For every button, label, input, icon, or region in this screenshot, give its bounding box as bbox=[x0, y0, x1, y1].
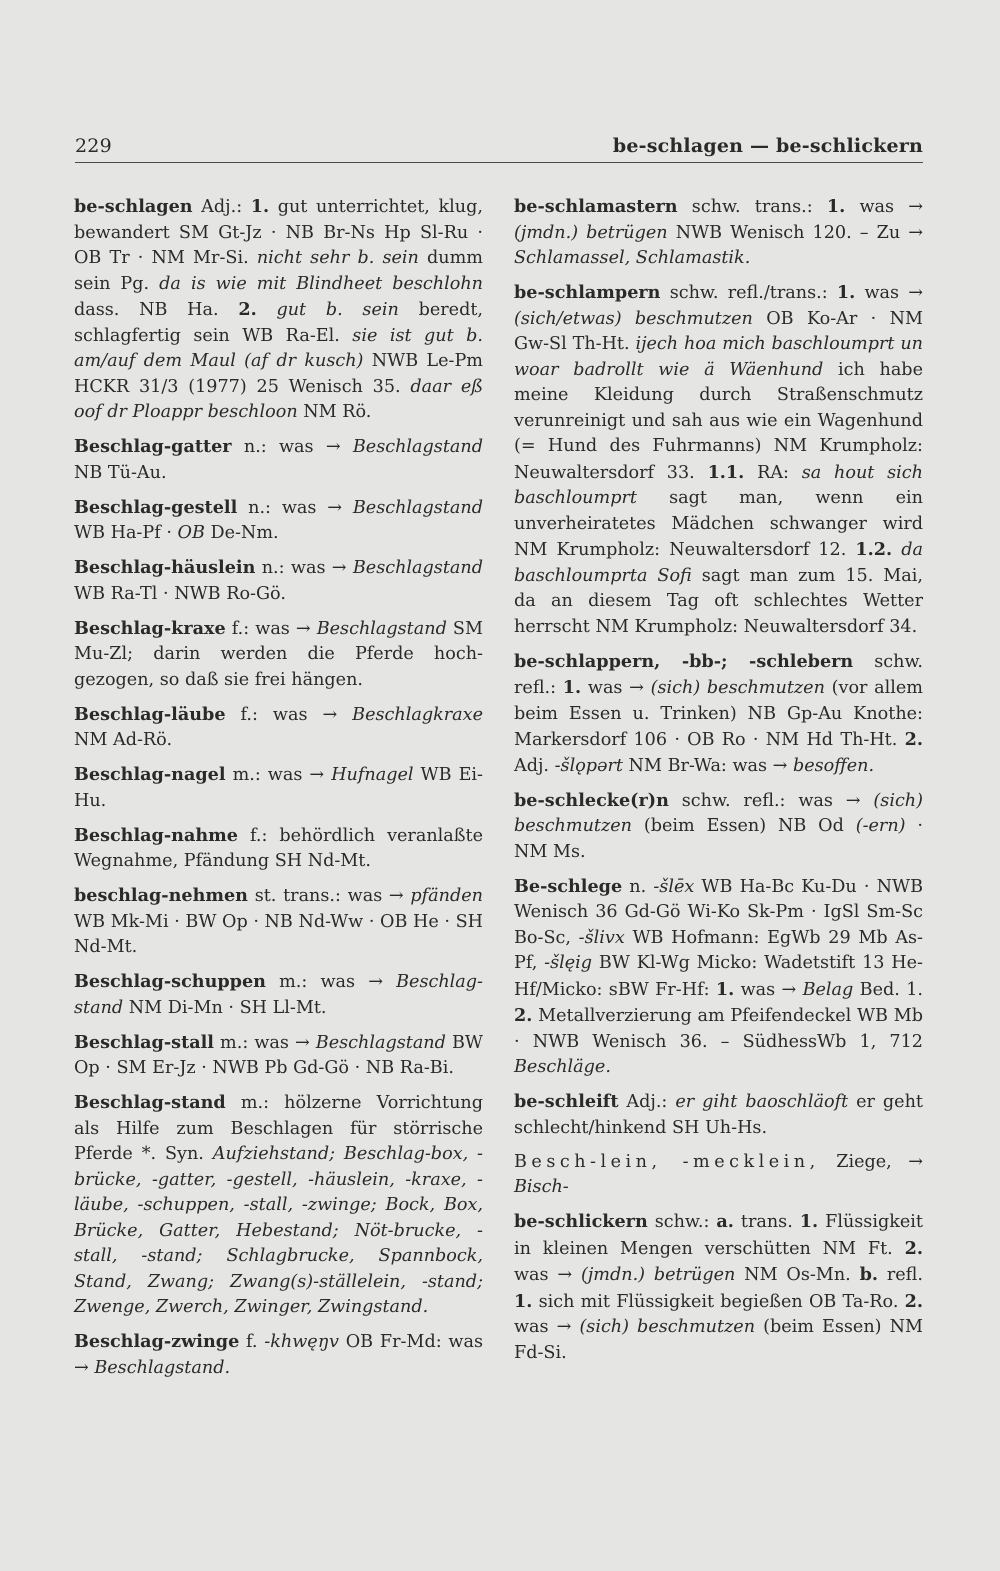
entry-bold-text: 1.2. bbox=[855, 539, 893, 560]
entry-text: Metallverzierung am Pfeifendeckel WB Mb · NWB Wenisch 36. – SüdhessWb 1, 712 bbox=[514, 1006, 923, 1052]
entry-bold-text: 1. bbox=[715, 978, 735, 1000]
entry-italic-text: er giht baoschläoft bbox=[675, 1092, 849, 1112]
entry-text: was → bbox=[845, 197, 923, 217]
entry-text: Bed. 1. bbox=[853, 979, 923, 1000]
entry-text: WB Hofmann: EgWb 29 Mb As-Pf, bbox=[514, 927, 923, 973]
dictionary-entry bbox=[74, 1329, 483, 1381]
entry-italic-text: Beschlagstand bbox=[352, 558, 483, 578]
entry-bold-text: 1. bbox=[562, 677, 582, 698]
headword: be-schlamastern bbox=[514, 196, 678, 217]
entry-italic-text: (jmdn.) betrügen bbox=[580, 1265, 736, 1285]
entry-text: dumm sein Pg. bbox=[74, 248, 483, 294]
entry-italic-text: (sich) beschmutzen bbox=[650, 678, 825, 698]
headword: be-schlappern, -bb-; -schlebern bbox=[514, 650, 854, 672]
entry-italic-text: (sich) beschmutzen bbox=[579, 1317, 756, 1337]
entry-text: was → bbox=[514, 1317, 580, 1337]
dictionary-entry bbox=[74, 883, 483, 961]
entry-italic-text: Belag bbox=[802, 979, 854, 1000]
entry-italic-text: da baschloumprta Sofi bbox=[514, 540, 923, 586]
entry-text: was → bbox=[734, 979, 803, 1000]
entry-text: m.: was → bbox=[213, 1032, 316, 1053]
entry-italic-text: (-ern) bbox=[855, 816, 906, 836]
entry-bold-text: 2. bbox=[904, 1237, 923, 1259]
entry-text: m.: hölzerne Vorrichtung als Hilfe zum Beschlagen für störrische Pferde *. Syn. bbox=[74, 1093, 483, 1164]
entry-text: schw. refl.: bbox=[514, 651, 924, 698]
entry-italic-text: ijech hoa mich baschloumprt un woar badrollt wie ä Wäenhund bbox=[514, 334, 923, 380]
entry-text: f. bbox=[239, 1332, 265, 1352]
entry-bold-text: 1. bbox=[799, 1211, 819, 1232]
entry-text: f.: behördlich veranlaßte Wegnahme, Pfändung SH Nd-Mt. bbox=[74, 825, 483, 871]
entry-bold-text: 2. bbox=[514, 1005, 533, 1026]
entry-text: OB Ko-Ar · NM Gw-Sl Th-Ht. bbox=[514, 308, 923, 354]
entry-text: SM Mu-Zl; darin werden die Pferde hochgezogen, so daß sie frei hängen. bbox=[74, 618, 483, 690]
headword: Beschlag-kraxe bbox=[74, 617, 226, 639]
entry-text: Ziege, → bbox=[819, 1151, 923, 1172]
entry-text: (beim Essen) NM Fd-Si. bbox=[514, 1317, 923, 1363]
right-column bbox=[514, 194, 923, 1375]
entry-text: NWB Wenisch 120. – Zu → bbox=[667, 222, 923, 243]
entry-text: sagt man, wenn ein unverheiratetes Mädchen schwanger wird NM Krumpholz: Neuwaltersdorf 12. bbox=[514, 488, 923, 560]
entry-text: ich habe meine Kleidung durch Straßenschmutz verunreinigt und sah aus wie ein Wagenhund (= Hund des Fuhrmanns) NM Krumpholz: Neuwaltersdorf 33. bbox=[514, 359, 923, 483]
entry-text: Adj. bbox=[514, 755, 555, 776]
entry-italic-text: Schlamassel, Schlamastik. bbox=[514, 248, 751, 268]
entry-text: dass. NB Ha. bbox=[74, 300, 239, 320]
entry-italic-text: Beschläge. bbox=[514, 1057, 611, 1077]
entry-italic-text: Beschlagstand bbox=[315, 1032, 446, 1053]
entry-text: gut unterrichtet, klug, bewandert SM Gt-Jz · NB Br-Ns Hp Sl-Ru · OB Tr · NM Mr-Si. bbox=[74, 197, 483, 268]
running-head: be-schlagen — be-schlickern bbox=[612, 135, 923, 157]
entry-italic-text: gut b. sein bbox=[276, 300, 399, 320]
entry-text: was → bbox=[855, 283, 924, 303]
dictionary-entry bbox=[74, 969, 483, 1021]
entry-text: NM Ad-Rö. bbox=[74, 730, 173, 750]
entry-text: NM Di-Mn · SH Ll-Mt. bbox=[123, 997, 327, 1018]
entry-text: Adj.: bbox=[618, 1092, 676, 1112]
entry-bold-text: 1.1. bbox=[707, 461, 745, 483]
entry-text: RA: bbox=[744, 462, 802, 483]
entry-italic-text: besoffen. bbox=[792, 755, 875, 776]
headword: be-schlampern bbox=[514, 282, 661, 303]
entry-text: WB Ra-Tl · NWB Ro-Gö. bbox=[74, 583, 286, 604]
headword: Beschlag-gatter bbox=[74, 436, 232, 457]
entry-text: OB Fr-Md: was → bbox=[74, 1332, 483, 1378]
entry-text: n. bbox=[622, 876, 654, 897]
entry-text: NM Br-Wa: was → bbox=[622, 755, 793, 776]
entry-italic-text: Hufnagel bbox=[331, 765, 414, 785]
entry-italic-text: Beschlagstand bbox=[74, 972, 483, 1018]
entry-text: refl. bbox=[878, 1265, 923, 1285]
headword: Beschlag-schuppen bbox=[74, 971, 266, 992]
entry-bold-text: 2. bbox=[904, 1290, 923, 1312]
entry-italic-text: sie ist gut b. am/auf dem Maul (af dr kusch) bbox=[74, 325, 483, 371]
entry-bold-text: b. bbox=[859, 1264, 879, 1285]
entry-text: m.: was → bbox=[225, 765, 332, 785]
headword: Beschlag-läube bbox=[74, 703, 226, 725]
entry-text: Adj.: bbox=[192, 197, 251, 217]
entry-text: n.: was → bbox=[237, 497, 353, 518]
entry-text bbox=[892, 540, 901, 560]
entry-italic-text: -šlēx bbox=[653, 876, 695, 897]
entry-italic-text: Beschlagstand. bbox=[94, 1357, 231, 1378]
dictionary-entry bbox=[514, 280, 923, 640]
dictionary-entry bbox=[74, 1030, 483, 1082]
headword: Be-schlege bbox=[514, 875, 623, 897]
entry-italic-text: (jmdn.) betrügen bbox=[514, 222, 668, 243]
entry-italic-text: nicht sehr b. sein bbox=[256, 248, 419, 268]
entry-italic-text: Beschlagstand bbox=[316, 618, 447, 639]
entry-text: was → bbox=[581, 678, 651, 698]
headword: be-schlecke(r)n bbox=[514, 789, 669, 811]
headword: Beschlag-häuslein bbox=[74, 557, 256, 578]
entry-text: Flüssigkeit in kleinen Mengen verschütten NM Ft. bbox=[514, 1212, 923, 1259]
headword: be-schleift bbox=[514, 1091, 619, 1112]
entry-text: BW Kl-Wg Micko: Wadetstift 13 He-Hf/Micko: sBW Fr-Hf: bbox=[514, 953, 923, 1000]
entry-text: NB Tü-Au. bbox=[74, 462, 167, 483]
headword: be-schlagen bbox=[74, 196, 193, 217]
left-column bbox=[74, 194, 483, 1390]
entry-text: was → bbox=[514, 1265, 581, 1285]
headword: Beschlag-zwinge bbox=[74, 1331, 240, 1352]
entry-italic-text: -šlęig bbox=[544, 953, 593, 973]
entry-text: WB Mk-Mi · BW Op · NB Nd-Ww · OB He · SH Nd-Mt. bbox=[74, 911, 483, 957]
dictionary-entry bbox=[74, 434, 483, 486]
entry-text: schw.: bbox=[647, 1212, 717, 1232]
headword: Beschlag-nahme bbox=[74, 824, 238, 846]
entry-italic-text: da is wie mit Blindheet beschlohn bbox=[159, 273, 484, 294]
entry-text: sich mit Flüssigkeit begießen OB Ta-Ro. bbox=[532, 1291, 905, 1312]
dictionary-entry bbox=[74, 616, 483, 694]
entry-text: f.: was → bbox=[225, 618, 317, 639]
entry-text: n.: was → bbox=[231, 437, 353, 457]
entry-text: sagt man zum 15. Mai, da an diesem Tag oft schlechtes Wetter herrscht NM Krumpholz: Neuwaltersdorf 34. bbox=[514, 565, 924, 637]
entry-bold-text: 1. bbox=[514, 1290, 533, 1312]
entry-text: (vor allem beim Essen u. Trinken) NB Gp-Au Knothe: Markersdorf 106 · OB Ro · NM Hd Th-Ht. bbox=[514, 678, 923, 750]
entry-italic-text: Bisch- bbox=[514, 1177, 569, 1197]
entry-text: (beim Essen) NB Od bbox=[632, 816, 856, 836]
entry-italic-text: Beschlagstand bbox=[352, 437, 483, 457]
headword: Beschlag-nagel bbox=[74, 764, 226, 785]
entry-italic-text: -šlivx bbox=[578, 927, 625, 948]
entry-text: beredt, schlagfertig sein WB Ra-El. bbox=[74, 300, 483, 346]
entry-italic-text: Aufziehstand; Beschlag-box, -brücke, -gatter, -gestell, -häuslein, -kraxe, -läube, -schuppen, -stall, -zwinge; Bock, Box, Brücke, Gatter, Hebestand; Nöt-brucke, -stall, -stand; Schlagbrucke, Spannbock, Stand, Zwang; Zwang(s)-ställelein, -stand; Zwenge, Zwerch, Zwinger, Zwingstand. bbox=[74, 1144, 483, 1317]
dictionary-entry bbox=[74, 495, 483, 547]
headword: Beschlag-gestell bbox=[74, 496, 238, 518]
entry-italic-text: OB bbox=[177, 523, 205, 543]
entry-text: schw. trans.: bbox=[677, 197, 827, 217]
entry-bold-text: 2. bbox=[904, 729, 923, 750]
dictionary-entry bbox=[514, 874, 923, 1081]
entry-italic-text: -khwęŋv bbox=[264, 1332, 339, 1352]
dictionary-entry bbox=[74, 555, 483, 607]
entry-spaced-text: Besch-lein, -mecklein, bbox=[514, 1151, 820, 1172]
entry-text: n.: was → bbox=[255, 558, 353, 578]
entry-text: NM Os-Mn. bbox=[735, 1265, 860, 1285]
entry-text: schw. refl./trans.: bbox=[660, 283, 837, 303]
entry-italic-text: -šlǫpərt bbox=[554, 755, 623, 776]
entry-text: WB Ei-Hu. bbox=[74, 765, 483, 811]
dictionary-entry bbox=[514, 788, 923, 866]
dictionary-entry bbox=[514, 1150, 923, 1201]
dictionary-entry bbox=[514, 1209, 923, 1366]
entry-text: De-Nm. bbox=[204, 523, 279, 543]
entry-text: BW Op · SM Er-Jz · NWB Pb Gd-Gö · NB Ra-Bi. bbox=[74, 1032, 483, 1078]
page-header bbox=[75, 132, 923, 163]
entry-italic-text: (sich) beschmutzen bbox=[514, 790, 923, 836]
entry-text: NWB Le-Pm HCKR 31/3 (1977) 25 Wenisch 35. bbox=[74, 351, 483, 397]
entry-text: schw. refl.: was → bbox=[668, 790, 874, 811]
entry-text: WB Ha-Bc Ku-Du · NWB Wenisch 36 Gd-Gö Wi-Ko Sk-Pm · IgSl Sm-Sc Bo-Sc, bbox=[514, 876, 924, 948]
dictionary-entry bbox=[74, 823, 483, 875]
entry-italic-text: Beschlagkraxe bbox=[352, 704, 483, 725]
entry-italic-text: daar eß oof dr Ploappr beschloon bbox=[74, 376, 483, 422]
entry-italic-text: Beschlagstand bbox=[352, 497, 483, 518]
entry-italic-text: sa hout sich baschloumprt bbox=[514, 462, 923, 508]
entry-bold-text: 1. bbox=[826, 196, 846, 217]
entry-text: trans. bbox=[733, 1212, 800, 1232]
entry-italic-text: (sich/etwas) beschmutzen bbox=[514, 308, 753, 329]
dictionary-entry bbox=[74, 762, 483, 814]
entry-text: er geht schlecht/hinkend SH Uh-Hs. bbox=[514, 1092, 923, 1138]
headword: Beschlag-stall bbox=[74, 1031, 214, 1053]
dictionary-entry bbox=[74, 194, 483, 426]
dictionary-entry bbox=[74, 702, 483, 754]
entry-italic-text: pfänden bbox=[410, 886, 483, 906]
entry-bold-text: a. bbox=[716, 1211, 734, 1232]
entry-bold-text: 1. bbox=[250, 196, 270, 217]
entry-bold-text: 1. bbox=[836, 282, 856, 303]
entry-text: f.: was → bbox=[225, 704, 353, 725]
entry-text: NM Rö. bbox=[297, 402, 372, 422]
headword: beschlag-nehmen bbox=[74, 885, 248, 906]
dictionary-entry bbox=[514, 194, 923, 272]
entry-text: st. trans.: was → bbox=[247, 886, 411, 906]
headword: Beschlag-stand bbox=[74, 1092, 226, 1113]
dictionary-entry bbox=[74, 1090, 483, 1321]
entry-text: · NM Ms. bbox=[514, 816, 923, 862]
dictionary-entry bbox=[514, 649, 923, 780]
entry-text bbox=[257, 300, 277, 320]
entry-text: WB Ha-Pf · bbox=[74, 523, 178, 543]
page-number: 229 bbox=[75, 135, 112, 157]
entry-bold-text: 2. bbox=[238, 299, 257, 320]
headword: be-schlickern bbox=[514, 1211, 648, 1232]
dictionary-entry bbox=[514, 1089, 923, 1141]
entry-text: m.: was → bbox=[265, 972, 397, 992]
